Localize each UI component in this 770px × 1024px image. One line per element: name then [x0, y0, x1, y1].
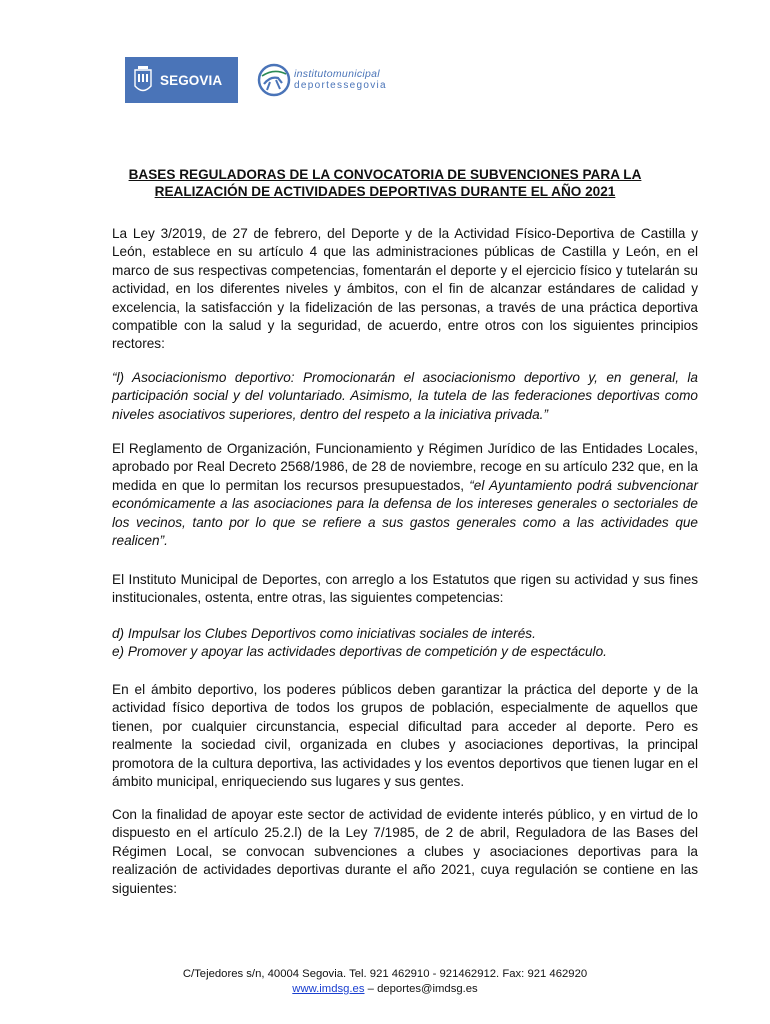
segovia-crest-icon	[132, 64, 154, 96]
reglamento-text: El Reglamento de Organización, Funcionamiento y Régimen Jurídico de las Entidades Locales, aprobado por Real Decreto 2568/1986, de 28 de noviembre, recoge en su artículo 232 que, en la medida en que lo permitan los recursos presupuestados,	[112, 441, 698, 493]
paragraph-ley-3-2019: La Ley 3/2019, de 27 de febrero, del Deporte y de la Actividad Físico-Deportiva de Castilla y León, establece en su artículo 4 que las administraciones públicas de Castilla y León, en el marco de sus respectivas competencias, fomentarán el deporte y el ejercicio físico y tutelarán su actividad, en los diferentes niveles y ámbitos, con el fin de alcanzar estándares de calidad y excelencia, la satisfacción y la fidelización de las personas, a través de una práctica deportiva compatible con la salud y la seguridad, de acuerdo, entre otros con los siguientes principios rectores:	[112, 226, 698, 352]
website-link[interactable]: www.imdsg.es	[292, 983, 365, 995]
paragraph-reglamento	[112, 440, 698, 550]
quote-asociacionismo: “l) Asociacionismo deportivo: Promocionarán el asociacionismo deportivo y, en general, la participación social y del voluntariado. Asimismo, la tutela de las federaciones deportivas como niveles asociativos superiores, dentro del respeto a la iniciativa privada.”	[112, 370, 698, 422]
competencia-item-e: e) Promover y apoyar las actividades deportivas de competición y de espectáculo.	[112, 644, 607, 660]
footer-contact	[0, 982, 770, 997]
competencias-list	[112, 625, 698, 662]
title-line-2: REALIZACIÓN DE ACTIVIDADES DEPORTIVAS DURANTE EL AÑO 2021	[154, 184, 616, 199]
segovia-logo-text: SEGOVIA	[160, 72, 223, 88]
title-line-1: BASES REGULADORAS DE LA CONVOCATORIA DE SUBVENCIONES PARA LA	[128, 167, 642, 182]
footer-address: C/Tejedores s/n, 40004 Segovia. Tel. 921 462910 - 921462912. Fax: 921 462920	[182, 968, 588, 980]
page-footer	[0, 967, 770, 997]
paragraph-ambito-deportivo: En el ámbito deportivo, los poderes públicos deben garantizar la práctica del deporte y de la actividad físico deportiva de todos los grupos de población, especialmente de aquellos que tienen, por cualquier circunstancia, especial dificultad para acceder al deporte. Pero es realmente la sociedad civil, organizada en clubes y asociaciones deportivas, la principal promotora de la cultura deportiva, las actividades y los eventos deportivos que tienen lugar en el ámbito municipal, enriqueciendo sus lugares y sus gentes.	[112, 682, 698, 790]
footer-separator: –	[364, 983, 378, 995]
imd-logo-text	[294, 69, 387, 91]
footer-email[interactable]: deportes@imdsg.es	[377, 983, 478, 995]
paragraph-finalidad: Con la finalidad de apoyar este sector de actividad de evidente interés público, y en virtud de lo dispuesto en el artículo 25.2.l) de la Ley 7/1985, de 2 de abril, Reguladora de las Bases del Régimen Local, se convocan subvenciones a clubes y asociaciones deportivas para la realización de actividades deportivas durante el año 2021, cuya regulación se contiene en las siguientes:	[112, 807, 698, 896]
competencia-item-d: d) Impulsar los Clubes Deportivos como iniciativas sociales de interés.	[112, 626, 536, 641]
imd-runner-icon	[256, 62, 292, 98]
imd-logo	[238, 57, 408, 103]
reglamento-quote: “el Ayuntamiento podrá subvencionar económicamente a las asociaciones para la defensa de los intereses generales o sectoriales de los vecinos, tanto por lo que se refiere a sus gastos generales como a las actividades que realicen”.	[112, 477, 698, 549]
imd-logo-line2: deportessegovia	[294, 80, 387, 91]
imd-logo-line1: institutomunicipal	[294, 68, 380, 80]
paragraph-competencias: El Instituto Municipal de Deportes, con arreglo a los Estatutos que rigen su actividad y sus fines institucionales, ostenta, entre otras, las siguientes competencias:	[112, 572, 698, 606]
document-title	[112, 166, 658, 200]
segovia-logo	[125, 57, 238, 103]
